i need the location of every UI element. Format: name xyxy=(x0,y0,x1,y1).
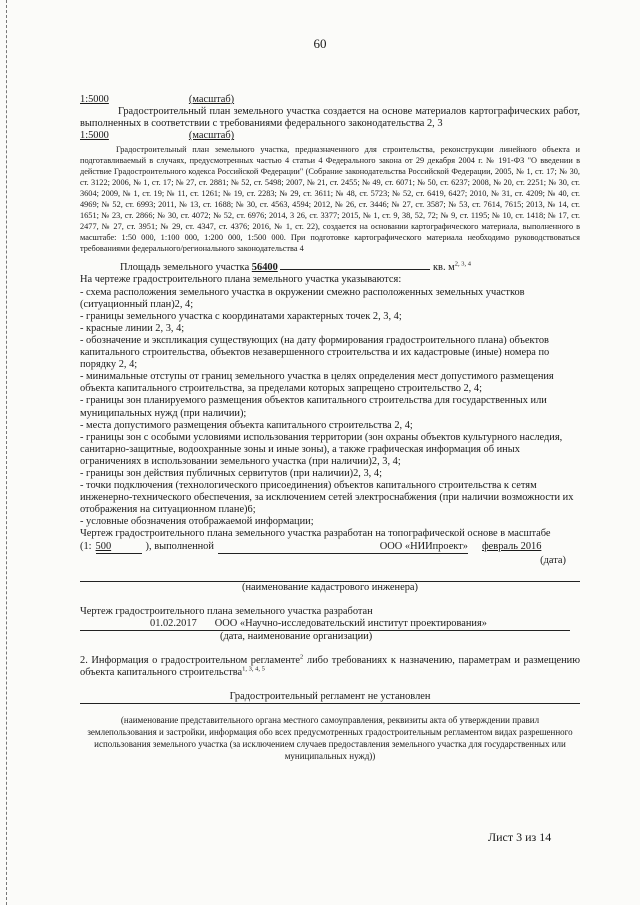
developed-date: 01.02.2017 xyxy=(150,617,197,629)
list-item: - границы земельного участка с координатами характерных точек 2, 3, 4; xyxy=(80,310,402,322)
scale-value-2: 1:5000 xyxy=(80,130,109,142)
intro-paragraph: Градостроительный план земельного участка создается на основе материалов картографических работ, выполненных в соответствии с требованиями федерального законодательства 2, 3 xyxy=(80,106,580,130)
scale-label-2: (масштаб) xyxy=(188,130,235,142)
regulation-heading-sup-b: 1, 3, 4, 5 xyxy=(242,665,265,673)
list-intro: На чертеже градостроительного плана земельного участка указываются: xyxy=(80,274,402,286)
page-number: 60 xyxy=(313,36,327,51)
area-label: Площадь земельного участка xyxy=(120,262,250,274)
regulation-heading-b: либо требованиях к назначению, параметрам и размещению объекта капитального строительства xyxy=(80,655,580,679)
list-item: - обозначение и экспликация существующих (на дату формирования градостроительного плана) объектов капитального строительства, объектов незавершенного строительства и их кадастровые (иные) номера по порядку 2, 4; xyxy=(80,334,550,371)
list-item: - границы зон планируемого размещения объектов капитального строительства для государственных или муниципальных нужд (при наличии); xyxy=(80,395,547,419)
survey-info xyxy=(80,528,580,566)
regulation-status: Градостроительный регламент не установлен xyxy=(80,691,580,704)
scan-edge-line xyxy=(6,0,7,905)
survey-date-label: (дата) xyxy=(540,554,566,566)
survey-line xyxy=(80,541,580,554)
developed-text: Чертеж градостроительного плана земельного участка разработан xyxy=(80,605,373,617)
area-value: 56400 xyxy=(251,262,278,274)
regulation-heading-a: 2. Информация о градостроительном регламенте xyxy=(80,655,301,667)
drawing-contents-list xyxy=(80,274,580,528)
survey-scale-blank xyxy=(96,541,142,554)
survey-date: февраль 2016 xyxy=(481,540,542,552)
developed-line xyxy=(80,618,570,631)
list-item: - красные линии 2, 3, 4; xyxy=(80,322,185,334)
developed-caption: (дата, наименование организации) xyxy=(220,631,373,642)
list-item: - минимальные отступы от границ земельного участка в целях определения мест допустимого размещения объекта капитального строительства, за пределами которых запрещено строительство 2, 4; xyxy=(80,371,554,395)
scale-label-1: (масштаб) xyxy=(188,94,235,105)
list-item: - места допустимого размещения объекта капитального строительства 2, 4; xyxy=(80,419,413,431)
survey-scale-close: ), выполненной xyxy=(145,540,214,552)
scale-value-1: 1:5000 xyxy=(80,94,109,105)
developed-org: ООО «Научно-исследовательский институт проектирования» xyxy=(214,617,487,629)
survey-org-blank xyxy=(218,541,468,554)
document-body xyxy=(80,94,580,762)
survey-scale-open: (1: xyxy=(80,540,92,552)
list-item: - условные обозначения отображаемой информации; xyxy=(80,516,314,528)
survey-scale-value: 500 xyxy=(95,540,112,552)
sheet-number: Лист 3 из 14 xyxy=(488,830,552,844)
regulation-heading xyxy=(80,655,580,679)
list-item: - точки подключения (технологического присоединения) объектов капитального строительства к сетям инженерно-технического обеспечения, за исключением сетей электроснабжения (при наличии возможности их отображения на ситуационном плане)6; xyxy=(80,480,574,516)
list-item: - схема расположения земельного участка в окружении смежно расположенных земельных участков (ситуационный план)2, 4; xyxy=(80,286,525,310)
regulation-caption: (наименование представительного органа местного самоуправления, реквизиты акта об утверждении правил землепользования и застройки, информация обо всех предусмотренных градостроительным регламентом видах разрешенного использования земельного участка (за исключением случаев предоставления земельного участка для государственных или муниципальных нужд)) xyxy=(87,715,573,762)
survey-text: Чертеж градостроительного плана земельного участка разработан на топографической основе в масштабе xyxy=(80,528,551,540)
list-item: - границы зон с особыми условиями использования территории (зон охраны объектов культурного наследия, санитарно-защитные, водоохранные зоны и иные зоны), а также графическая информация об иных ограничениях в использовании земельного участка (при наличии)2, 3, 4; xyxy=(80,431,563,467)
area-unit: кв. м xyxy=(433,262,455,274)
scale-line-2 xyxy=(80,130,580,142)
area-blank xyxy=(280,269,430,270)
linear-object-note: Градостроительный план земельного участка, предназначенного для строительства, реконструкции линейного объекта и подготавливаемый в случаях, предусмотренных частью 4 статьи 4 Федерального закона от 29 декабря 2004 г. № 191-ФЗ "О введении в действие Градостроительного кодекса Российской Федерации" (Собрание законодательства Российской Федерации, 2005, № 1, ст. 17; № 30, ст. 3122; 2006, № 1, ст. 17; № 27, ст. 2881; № 52, ст. 5498; 2007, № 21, ст. 2455; № 49, ст. 6071; № 50, ст. 6237; 2008, № 20, ст. 2251; № 30, ст. 3604; 2009, № 1, ст. 19; № 11, ст. 1261; № 19, ст. 2283; № 29, ст. 3611; № 48, ст. 5723; № 52, ст. 6419, 6427; 2010, № 31, ст. 4209; № 40, ст. 4969; № 52, ст. 6993; 2011, № 13, ст. 1688; № 30, ст. 4563, 4594; 2012, № 26, ст. 3446; № 27, ст. 3587; № 53, ст. 7614, 7615; 2013, № 14, ст. 1651; № 23, ст. 2866; № 30, ст. 4072; № 52, ст. 6976; 2014, 3 26, ст. 3377; 2015, № 1, ст. 9, 38, 52, 72; № 9, ст. 1195; № 10, ст. 1418; № 17, ст. 2477, № 27, ст. 3951; № 29, ст. 4347, ст. 4376; 2016, № 1, ст. 22), создается на основании картографического материала, выполненного в масштабе: 1:50 000, 1:100 000, 1:200 000, 1:500 000. При подготовке картографического материала необходимо руководствоваться требованиями федерального/регионального законодательства 4 xyxy=(80,145,580,254)
developed-block xyxy=(80,606,580,643)
scale-line-1 xyxy=(80,94,580,106)
list-item: - границы зон действия публичных сервитутов (при наличии)2, 3, 4; xyxy=(80,467,382,479)
area-footnotes: 2, 3, 4 xyxy=(454,260,471,268)
regulation-heading-sup-a: 2 xyxy=(300,653,304,661)
area-line xyxy=(80,262,580,274)
engineer-caption: (наименование кадастрового инженера) xyxy=(242,581,418,593)
survey-org: ООО «НИИпроект» xyxy=(379,540,468,552)
